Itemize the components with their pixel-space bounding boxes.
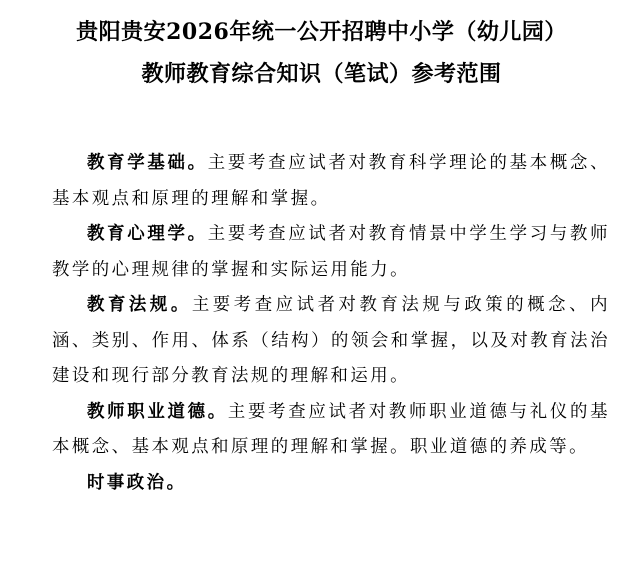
document-body <box>52 146 610 501</box>
section-education-basics <box>52 146 610 217</box>
section-description: 主要考查应试者对教育情景中学生学习与教师教学的心理规律的掌握和实际运用能力。 <box>52 224 610 280</box>
section-term: 教育法规。 <box>87 295 192 315</box>
section-term: 教师职业道德。 <box>87 401 228 422</box>
section-teacher-ethics <box>52 395 610 466</box>
section-description: 主要考查应试者对教育科学理论的基本概念、基本观点和原理的理解和掌握。 <box>52 153 610 209</box>
section-current-affairs <box>52 466 610 502</box>
section-term: 时事政治。 <box>87 472 187 493</box>
document-title-line-2: 教师教育综合知识（笔试）参考范围 <box>141 61 502 87</box>
section-description: 主要考查应试者对教育法规与政策的概念、内涵、类别、作用、体系（结构）的领会和掌握，以及对教育法治建设和现行部分教育法规的理解和运用。 <box>52 295 610 386</box>
section-educational-psychology <box>52 217 610 288</box>
section-description: 主要考查应试者对教师职业道德与礼仪的基本概念、基本观点和原理的理解和掌握。职业道德的养成等。 <box>52 401 610 457</box>
section-education-law <box>52 288 610 395</box>
section-term: 教育学基础。 <box>87 153 208 173</box>
document-title-line-1: 贵阳贵安2026年统一公开招聘中小学（幼儿园） <box>76 19 567 45</box>
section-term: 教育心理学。 <box>87 224 208 244</box>
